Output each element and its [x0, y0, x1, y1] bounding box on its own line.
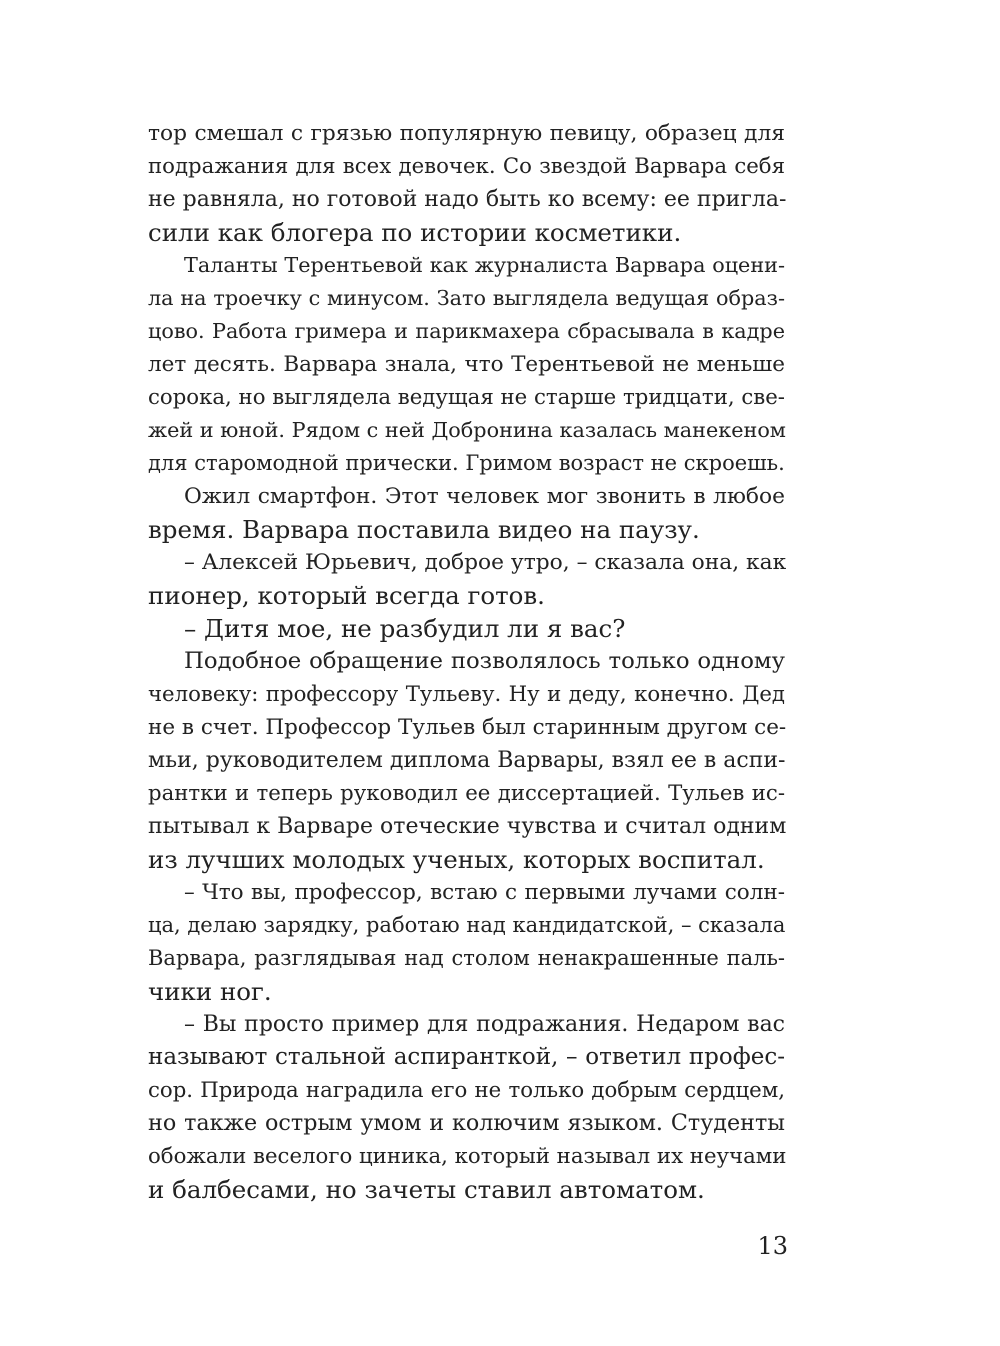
paragraph — [148, 1008, 785, 1206]
text-line: – Вы просто пример для подражания. Недаром вас — [184, 1012, 785, 1037]
text-line: пионер, который всегда готов. — [148, 581, 545, 610]
text-line: – Алексей Юрьевич, доброе утро, – сказала она, как — [184, 550, 787, 575]
text-line: цово. Работа гримера и парикмахера сбрасывала в кадре — [148, 319, 785, 343]
text-line: не равняла, но готовой надо быть ко всему: ее пригла- — [148, 187, 787, 212]
text-line: обожали веселого циника, который называл их неучами — [148, 1144, 787, 1169]
text-line: не в счет. Профессор Тульев был старинным другом се- — [148, 715, 787, 740]
paragraph — [148, 876, 785, 1008]
text-line: из лучших молодых ученых, которых воспитал. — [148, 845, 765, 874]
text-line: чики ног. — [148, 977, 272, 1006]
text-line: пытывал к Варваре отеческие чувства и считал одним — [148, 814, 787, 839]
paragraph — [148, 117, 785, 249]
body-text — [148, 117, 785, 1206]
text-line: жей и юной. Рядом с ней Добронина казалась манекеном — [148, 418, 786, 442]
text-line: ца, делаю зарядку, работаю над кандидатской, – сказала — [148, 913, 786, 937]
text-line: мьи, руководителем диплома Варвары, взял ее в аспи- — [148, 748, 786, 773]
text-line: Варвара, разглядывая над столом ненакрашенные паль- — [148, 946, 785, 970]
paragraph — [148, 249, 785, 480]
text-line: Ожил смартфон. Этот человек мог звонить в любое — [184, 484, 785, 509]
text-line: сорока, но выглядела ведущая не старше тридцати, све- — [148, 385, 785, 410]
paragraph — [148, 480, 785, 546]
text-line: подражания для всех девочек. Со звездой Варвара себя — [148, 154, 785, 179]
text-line: для старомодной прически. Гримом возраст не скроешь. — [148, 451, 785, 475]
text-line: называют стальной аспиранткой, – ответил профес- — [148, 1044, 785, 1070]
paragraph — [148, 546, 785, 612]
text-line: рантки и теперь руководил ее диссертацией. Тульев ис- — [148, 781, 785, 806]
paragraph — [148, 645, 785, 876]
text-line: Подобное обращение позволялось только одному — [184, 648, 785, 674]
text-line: сили как блогера по истории косметики. — [148, 218, 682, 247]
page-number: 13 — [757, 1232, 788, 1260]
text-line: – Дитя мое, не разбудил ли я вас? — [184, 614, 626, 643]
paragraph — [148, 612, 785, 645]
text-line: лет десять. Варвара знала, что Терентьевой не меньше — [148, 352, 785, 377]
text-line: но также острым умом и колючим языком. Студенты — [148, 1110, 785, 1136]
text-line: ла на троечку с минусом. Зато выглядела ведущая образ- — [148, 286, 785, 310]
text-line: человеку: профессору Тульеву. Ну и деду, конечно. Дед — [148, 682, 785, 707]
text-line: тор смешал с грязью популярную певицу, образец для — [148, 121, 785, 146]
text-line: время. Варвара поставила видео на паузу. — [148, 515, 700, 544]
text-line: сор. Природа наградила его не только добрым сердцем, — [148, 1078, 785, 1103]
text-line: и балбесами, но зачеты ставил автоматом. — [148, 1175, 705, 1204]
text-line: – Что вы, профессор, встаю с первыми лучами солн- — [184, 880, 785, 905]
text-line: Таланты Терентьевой как журналиста Варвара оцени- — [184, 253, 785, 277]
